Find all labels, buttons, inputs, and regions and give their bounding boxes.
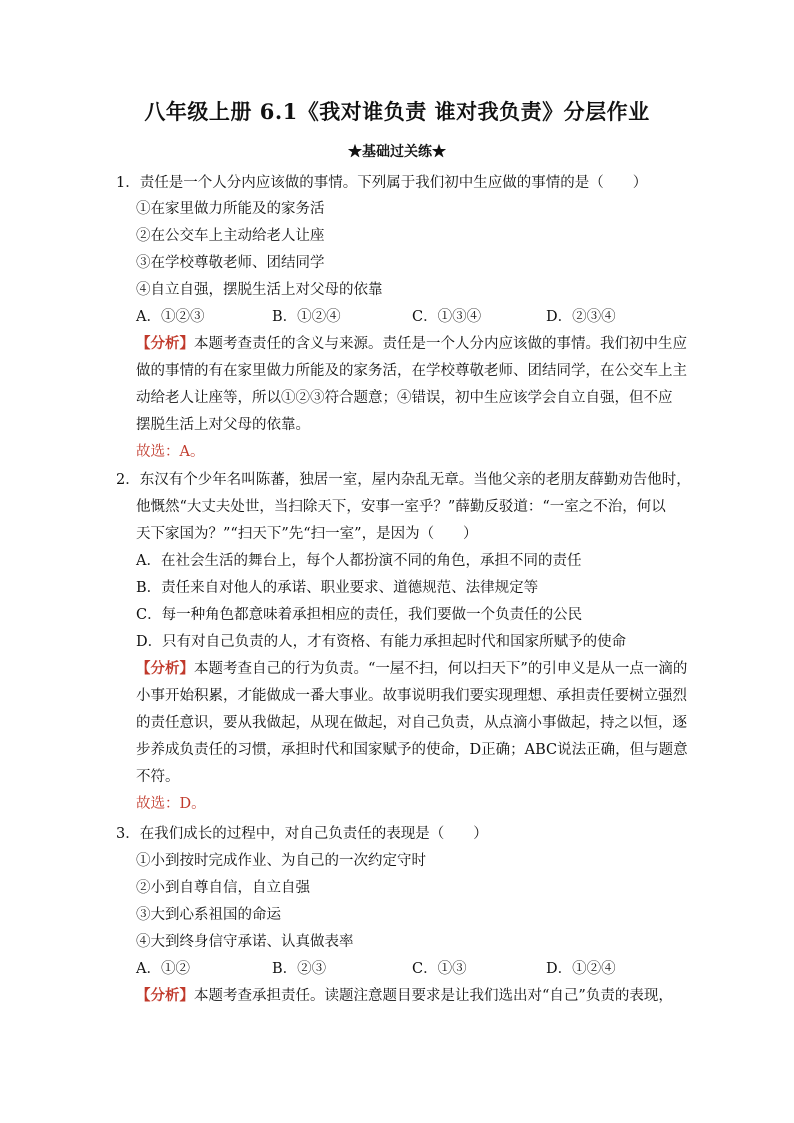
q2-stem-line-2: 他慨然“大丈夫处世，当扫除天下，安事一室乎？”薛勤反驳道：“一室之不治，何以: [136, 499, 666, 515]
section-heading: ★基础过关练★: [348, 144, 446, 160]
q1-analysis-line-3: 动给老人让座等，所以①②③符合题意；④错误，初中生应该学会自立自强，但不应: [136, 390, 673, 406]
q2-analysis-line-1: 【分析】本题考查自己的行为负责。“一屋不扫，何以扫天下”的引申义是从一点一滴的: [136, 660, 688, 677]
q1-item-4: ④自立自强，摆脱生活上对父母的依靠: [136, 282, 383, 298]
q1-analysis-line-1: 【分析】本题考查责任的含义与来源。责任是一个人分内应该做的事情。我们初中生应: [136, 335, 687, 352]
q3-option-b: B．②③: [272, 961, 327, 977]
q1-option-b: B．①②④: [272, 309, 341, 325]
q3-item-4: ④大到终身信守承诺、认真做表率: [136, 934, 354, 950]
q2-analysis-line-5: 不符。: [136, 769, 180, 785]
q1-analysis-line-4: 摆脱生活上对父母的依靠。: [136, 417, 310, 433]
q2-option-b: B．责任来自对他人的承诺、职业要求、道德规范、法律规定等: [136, 580, 539, 596]
q3-option-a: A．①②: [136, 961, 190, 977]
q1-answer: 故选：A。: [136, 444, 205, 460]
q1-option-d: D．②③④: [546, 309, 616, 325]
q2-answer: 故选：D。: [136, 796, 206, 812]
q1-stem: 1．责任是一个人分内应该做的事情。下列属于我们初中生应做的事情的是（ ）: [116, 175, 648, 191]
analysis-tag: 【分析】: [136, 987, 194, 1004]
analysis-tag: 【分析】: [136, 335, 194, 352]
page-title: 八年级上册 6.1《我对谁负责 谁对我负责》分层作业: [144, 99, 650, 124]
q1-option-c: C．①③④: [412, 309, 482, 325]
q2-option-c: C．每一种角色都意味着承担相应的责任，我们要做一个负责任的公民: [136, 607, 583, 623]
q3-analysis-line-1: 【分析】本题考查承担责任。读题注意题目要求是让我们选出对“自己”负责的表现，: [136, 987, 673, 1004]
q2-analysis-line-3: 的责任意识，要从我做起，从现在做起，对自己负责，从点滴小事做起，持之以恒，逐: [136, 715, 687, 731]
q3-item-1: ①小到按时完成作业、为自己的一次约定守时: [136, 853, 426, 869]
analysis-tag: 【分析】: [136, 660, 194, 677]
q2-stem-line-3: 天下家国为？”“扫天下”先“扫一室”，是因为（ ）: [136, 526, 478, 542]
q2-stem-line-1: 2．东汉有个少年名叫陈蕃，独居一室，屋内杂乱无章。当他父亲的老朋友薛勤劝告他时，: [116, 472, 691, 488]
q1-item-3: ③在学校尊敬老师、团结同学: [136, 255, 325, 271]
q3-item-2: ②小到自尊自信，自立自强: [136, 880, 310, 896]
q2-analysis-line-2: 小事开始积累，才能做成一番大事业。故事说明我们要实现理想、承担责任要树立强烈: [136, 688, 687, 704]
q2-option-d: D．只有对自己负责的人，才有资格、有能力承担起时代和国家所赋予的使命: [136, 634, 627, 650]
q2-analysis-line-4: 步养成负责任的习惯，承担时代和国家赋予的使命，D正确；ABC说法正确，但与题意: [136, 742, 688, 758]
q1-option-a: A．①②③: [136, 309, 205, 325]
q3-stem: 3．在我们成长的过程中，对自己负责任的表现是（ ）: [116, 826, 488, 842]
q3-option-d: D．①②④: [546, 961, 616, 977]
q1-item-2: ②在公交车上主动给老人让座: [136, 228, 325, 244]
q1-analysis-line-2: 做的事情的有在家里做力所能及的家务活，在学校尊敬老师、团结同学，在公交车上主: [136, 363, 687, 379]
q2-option-a: A．在社会生活的舞台上，每个人都扮演不同的角色，承担不同的责任: [136, 553, 582, 569]
q3-option-c: C．①③: [412, 961, 467, 977]
q3-item-3: ③大到心系祖国的命运: [136, 907, 281, 923]
q1-item-1: ①在家里做力所能及的家务活: [136, 201, 325, 217]
